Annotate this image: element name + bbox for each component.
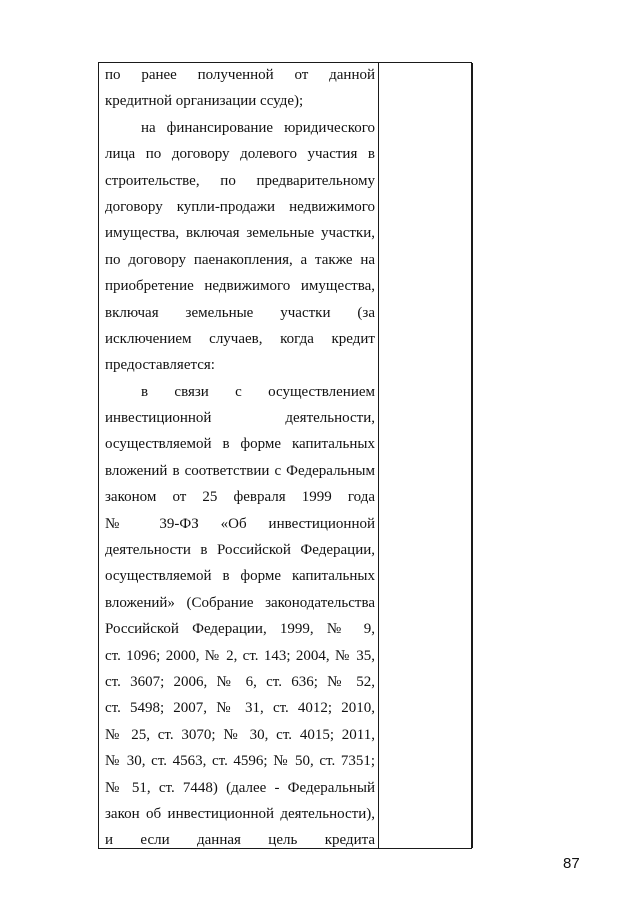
text-line: вложений» (Собрание законодательства — [105, 594, 375, 611]
table-cell-text — [105, 62, 375, 854]
text-line: включая земельные участки (за — [105, 304, 375, 321]
text-line: вложений в соответствии с Федеральным — [105, 462, 375, 479]
text-line: осуществляемой в форме капитальных — [105, 436, 375, 453]
text-line: № 39-ФЗ «Об инвестиционной — [105, 515, 375, 532]
text-line: Российской Федерации, 1999, № 9, — [105, 621, 375, 638]
text-line: ст. 1096; 2000, № 2, ст. 143; 2004, № 35, — [105, 647, 375, 664]
text-line: осуществляемой в форме капитальных — [105, 568, 375, 585]
text-line: ст. 3607; 2006, № 6, ст. 636; № 52, — [105, 673, 375, 690]
table-column-divider — [472, 63, 473, 848]
text-line: № 30, ст. 4563, ст. 4596; № 50, ст. 7351; — [105, 753, 375, 770]
table-column-divider — [378, 63, 379, 848]
text-line: и если данная цель кредита — [105, 832, 375, 849]
text-line: предоставляется: — [105, 357, 215, 374]
text-line: в связи с осуществлением — [141, 383, 375, 400]
text-line: деятельности в Российской Федерации, — [105, 542, 375, 559]
text-line: исключением случаев, когда кредит — [105, 330, 375, 347]
text-line: строительстве, по предварительному — [105, 172, 375, 189]
text-line: № 51, ст. 7448) (далее - Федеральный — [105, 779, 375, 796]
text-line: ст. 5498; 2007, № 31, ст. 4012; 2010, — [105, 700, 375, 717]
page-number: 87 — [563, 855, 580, 872]
text-line: приобретение недвижимого имущества, — [105, 278, 375, 295]
text-line: законом от 25 февраля 1999 года — [105, 489, 375, 506]
text-line: инвестиционной деятельности, — [105, 410, 375, 427]
text-line: по ранее полученной от данной — [105, 67, 375, 83]
text-line: закон об инвестиционной деятельности), — [105, 805, 375, 822]
text-line: по договору паенакопления, а также на — [105, 251, 375, 268]
text-line: на финансирование юридического — [141, 119, 375, 136]
text-line: кредитной организации ссуде); — [105, 93, 304, 110]
text-line: имущества, включая земельные участки, — [105, 225, 375, 242]
text-line: лица по договору долевого участия в — [105, 146, 375, 163]
text-line: договору купли-продажи недвижимого — [105, 198, 375, 215]
text-line: № 25, ст. 3070; № 30, ст. 4015; 2011, — [105, 726, 375, 743]
